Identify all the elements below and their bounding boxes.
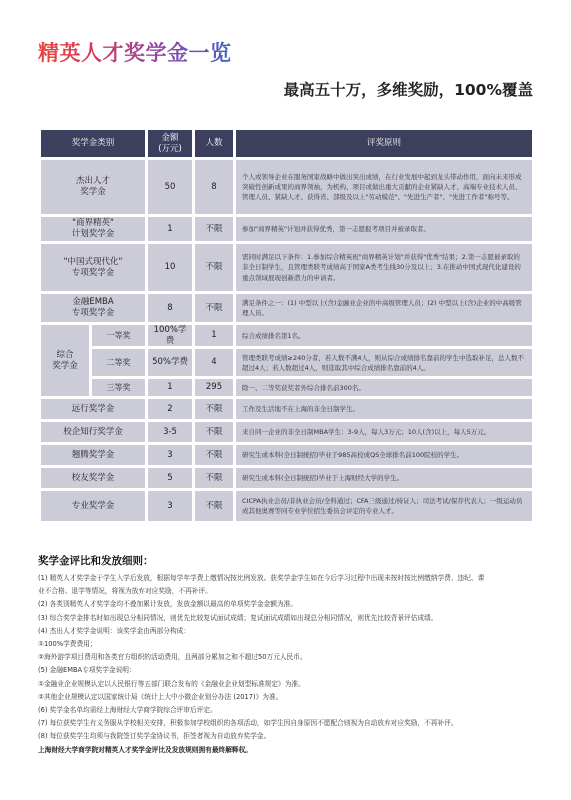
row-amount: 3-5: [148, 422, 192, 442]
rules-title: 奖学金评比和发放细则：: [38, 555, 154, 567]
row-criteria: 管理类联考成绩≥240分者，若人数不满4人，则从综合成绩排名靠前的学生中选取补足，总人数不超过4人；若人数超过4人，则选取其中综合成绩排名靠前的4人。: [236, 349, 532, 376]
table-row: [41, 160, 532, 214]
table-row: [41, 325, 532, 346]
row-count: 不限: [195, 217, 233, 241]
row-amount: 10: [148, 244, 192, 291]
row-criteria: 参加"商界精英"计划并获得优秀，第一志愿报考项目并被录取者。: [236, 217, 532, 241]
row-category: "商界精英" 计划奖学金: [41, 217, 145, 241]
row-count: 不限: [195, 491, 233, 521]
rule-line: (1) 精英人才奖学金于学生入学后发放，根据每学年学费上缴情况按比例发放。获奖学金学生如在今后学习过程中出现未按时按比例缴纳学费、违纪、课: [38, 574, 485, 582]
row-criteria: 综合成绩排名第1名。: [236, 325, 532, 346]
row-amount: 50%学费: [148, 349, 192, 376]
row-count: 不限: [195, 468, 233, 488]
table-row: [41, 468, 532, 488]
rule-line: (5) 金融EMBA专项奖学金说明：: [38, 666, 136, 675]
row-criteria: 除一、二等奖获奖者外综合排名前300名。: [236, 379, 532, 396]
row-count: 1: [195, 325, 233, 346]
table-row: [41, 491, 532, 521]
row-criteria: CICPA执业会员/非执业会员/全科通过；CFA三级通过/持证人；司法考试/保荐代表人；一级运动员或其他奥赛等同专业学位招生委员会评定的专业人才。: [236, 491, 532, 521]
row-criteria: 工作及生活地不在上海的非全日制学生。: [236, 399, 532, 419]
rules-list: [38, 572, 535, 757]
rule-line: (8) 每位获奖学生均须与我院签订奖学金协议书，拒签者视为自动放弃奖学金。: [38, 732, 271, 741]
header-count: 人数: [195, 130, 233, 157]
row-amount: 1: [148, 217, 192, 241]
page-title: 精英人才奖学金一览: [38, 37, 232, 67]
row-count: 295: [195, 379, 233, 396]
row-category: 金融EMBA 专项奖学金: [41, 294, 145, 322]
header-amount: 金额 (万元): [148, 130, 192, 157]
rule-line: 业不合格、退学等情况，将视为放弃对应奖励，不再补评。: [38, 587, 212, 596]
rule-line: ②其他企业规模认定以国家统计局《统计上大中小微企业划分办法 (2017)》为准。: [38, 692, 283, 701]
rules-final-note: 上海财经大学商学院对精英人才奖学金评比及发放规则拥有最终解释权。: [38, 745, 252, 754]
row-category: 校企知行奖学金: [41, 422, 145, 442]
table-row: [41, 244, 532, 291]
row-category: 杰出人才 奖学金: [41, 160, 145, 214]
row-subcategory: 二等奖: [92, 349, 145, 376]
header-criteria: 评奖原则: [236, 130, 532, 157]
table-row: [41, 349, 532, 376]
table-row: [41, 445, 532, 465]
rule-line: ②海外游学项目费用和各类官方组织的活动费用，且两部分累加之和不超过50万元人民币。: [38, 653, 307, 662]
header-category: 奖学金类别: [41, 130, 145, 157]
row-category: 翘腾奖学金: [41, 445, 145, 465]
row-criteria: 研究生或本科(全日制统招)毕业于上海财经大学的学生。: [236, 468, 532, 488]
table-row: [41, 399, 532, 419]
row-criteria: 研究生或本科(全日制统招)毕业于985高校或QS全球排名前100院校的学生。: [236, 445, 532, 465]
row-category: "中国式现代化" 专项奖学金: [41, 244, 145, 291]
row-count: 不限: [195, 294, 233, 322]
table-row: [41, 379, 532, 396]
rule-line: ①金融业企业规模认定以人民银行等五部门联合发布的《金融业企业划型标准规定》为准。: [38, 679, 305, 688]
row-amount: 8: [148, 294, 192, 322]
row-category: 校友奖学金: [41, 468, 145, 488]
rule-line: (3) 综合奖学金排名时如出现总分相同情况，则优先比较复试面试成绩；复试面试成绩如出现总分相同情况，则优先比较背景评估成绩。: [38, 613, 438, 622]
row-count: 8: [195, 160, 233, 214]
table-row: [41, 294, 532, 322]
row-category: 综合 奖学金: [41, 325, 89, 396]
row-amount: 3: [148, 445, 192, 465]
row-amount: 1: [148, 379, 192, 396]
row-subcategory: 一等奖: [92, 325, 145, 346]
row-category: 专业奖学金: [41, 491, 145, 521]
row-criteria: 个人或领导企业在服务国家战略中做出突出成绩，在行业发展中起到龙头带动作用，面向未来形成突破性创新成果的商界领袖，为机构、项目或做出重大贡献的企业紧缺人才、高端专业技术人员、管理人员、紧缺人才、获得省、部级及以上"劳动模范"、"先进生产者"、"先进工作者"称号等。: [236, 160, 532, 214]
row-criteria: 需同时满足以下条件：1.参加综合精英班"商界精英计划"并获得"优秀"结果；2.第一志愿被录取的非全日制学生，且管理类联考成绩高于国家A类考生线30分及以上；3.在推动中国式现代化建设的重点领域展现创新潜力的申请者。: [236, 244, 532, 291]
row-amount: 5: [148, 468, 192, 488]
table-header-row: [41, 130, 532, 157]
rule-line: (2) 各类别精英人才奖学金均不叠加累计发放，发放金额以最高的单项奖学金金额为准。: [38, 600, 298, 609]
rule-line: (4) 杰出人才奖学金说明：该奖学金由两部分构成：: [38, 626, 191, 635]
table-row: [41, 422, 532, 442]
scholarship-table: [38, 127, 535, 524]
row-criteria: 来自同一企业的非全日制MBA学生：3-9人，每人3万元；10人(含)以上，每人5万元。: [236, 422, 532, 442]
row-amount: 50: [148, 160, 192, 214]
page-subtitle: 最高五十万，多维奖励，100%覆盖: [283, 81, 533, 99]
table-row: [41, 217, 532, 241]
row-count: 不限: [195, 244, 233, 291]
row-amount: 2: [148, 399, 192, 419]
row-amount: 3: [148, 491, 192, 521]
row-count: 不限: [195, 445, 233, 465]
row-category: 远行奖学金: [41, 399, 145, 419]
rule-line: (6) 奖学金名单均需经上海财经大学商学院综合评审后评定。: [38, 706, 217, 715]
rules-section: [38, 553, 535, 757]
row-count: 不限: [195, 422, 233, 442]
row-amount: 100%学费: [148, 325, 192, 346]
rule-line: (7) 每位获奖学生有义务服从学校相关安排，积极参加学校组织的各项活动，如学生因自身原因不愿配合则视为自动放弃对应奖励，不再补评。: [38, 719, 458, 728]
row-criteria: 满足条件之一：(1) 中型以上(含)金融业企业的中高级管理人员；(2) 中型以上(含)企业的中高级管理人员。: [236, 294, 532, 322]
row-count: 4: [195, 349, 233, 376]
row-count: 不限: [195, 399, 233, 419]
rule-line: ①100%学费费用；: [38, 640, 97, 649]
row-subcategory: 三等奖: [92, 379, 145, 396]
